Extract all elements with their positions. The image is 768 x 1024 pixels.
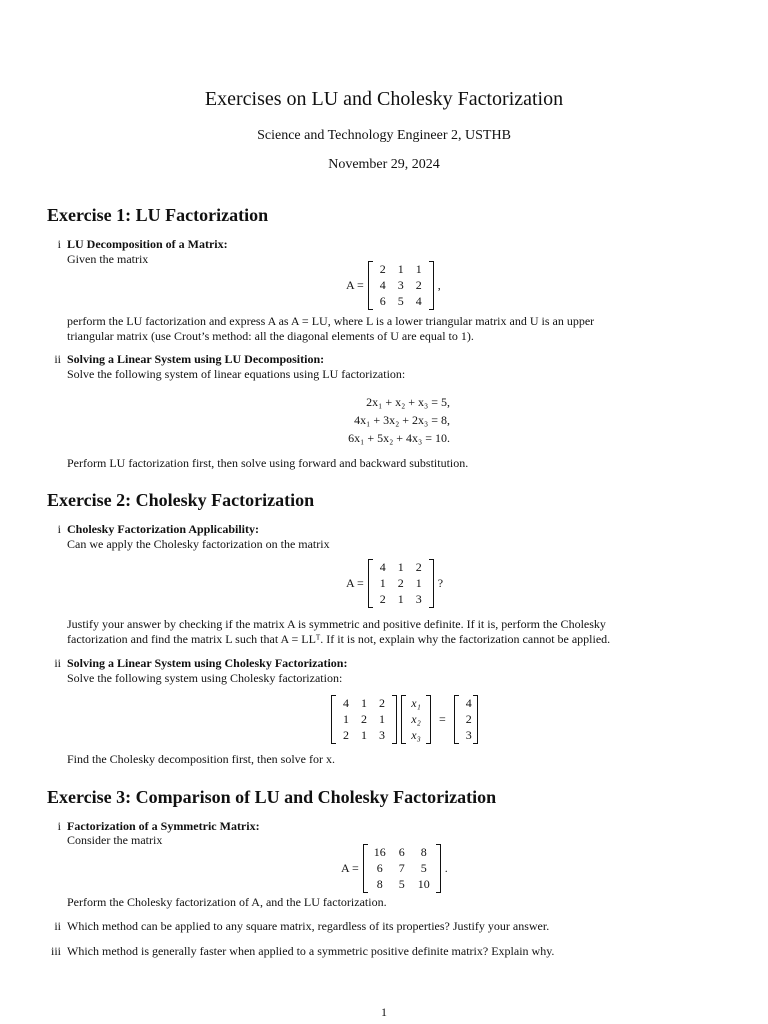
matrix-cell: 1: [361, 728, 367, 742]
matrix-cell: 1: [397, 592, 404, 606]
matrix-cell: 3: [397, 278, 404, 292]
ex1-i-title: LU Decomposition of a Matrix:: [67, 237, 228, 251]
equation-3: 6x₁ + 5x₂ + 4x₃ = 10.: [348, 431, 450, 445]
item-numeral: ii: [54, 656, 61, 670]
ex1-ii-outro: Perform LU factorization first, then solve using forward and backward substitution.: [67, 456, 469, 470]
ex3-matrix-block: [341, 845, 448, 892]
document-title: Exercises on LU and Cholesky Factorization: [204, 88, 564, 110]
matrix-A: [368, 560, 434, 607]
page-number: 1: [381, 1005, 387, 1019]
matrix-cell: 6: [379, 294, 386, 308]
matrix-label: A =: [341, 861, 359, 875]
matrix-cell: 2: [397, 576, 404, 590]
exercise-2-heading: Exercise 2: Cholesky Factorization: [47, 490, 315, 510]
rhs-vector: [454, 696, 478, 743]
ex1-i-intro: Given the matrix: [67, 252, 149, 266]
matrix-cell: 5: [420, 861, 427, 875]
ex3-i-title: Factorization of a Symmetric Matrix:: [67, 819, 260, 833]
item-numeral: iii: [50, 944, 61, 958]
matrix-cell: 1: [379, 576, 386, 590]
document-subtitle: Science and Technology Engineer 2, USTHB: [257, 128, 511, 143]
matrix-cell: 16: [373, 845, 386, 859]
ex2-i-title: Cholesky Factorization Applicability:: [67, 522, 259, 536]
matrix-cell: 1: [397, 560, 404, 574]
equation-2: 4x₁ + 3x₂ + 2x₃ = 8,: [354, 413, 450, 427]
matrix-cell: 1: [415, 262, 422, 276]
matrix-cell: 1: [379, 712, 385, 726]
ex2-ii-title: Solving a Linear System using Cholesky Factorization:: [67, 656, 348, 670]
matrix-A: [363, 845, 441, 892]
equals-sign: =: [439, 712, 446, 726]
item-numeral: i: [57, 819, 61, 833]
ex2-ii-outro: Find the Cholesky decomposition first, then solve for x.: [67, 752, 335, 766]
matrix-label: A =: [346, 278, 364, 292]
vector-cell: 3: [465, 728, 472, 742]
ex3-ii-text: Which method can be applied to any square matrix, regardless of its properties? Justify your answer.: [67, 919, 550, 933]
matrix-cell: 6: [398, 845, 405, 859]
matrix-cell: 8: [420, 845, 427, 859]
matrix-cell: 1: [343, 712, 349, 726]
matrix-cell: 3: [379, 728, 385, 742]
equation-1: 2x₁ + x₂ + x₃ = 5,: [366, 395, 450, 409]
ex2-matrix-block: [346, 560, 443, 607]
matrix-cell: 7: [398, 861, 405, 875]
exercise-1-heading: Exercise 1: LU Factorization: [47, 205, 269, 225]
matrix-A: [368, 262, 434, 309]
ex1-ii-title: Solving a Linear System using LU Decomposition:: [67, 352, 325, 366]
ex3-i-outro: Perform the Cholesky factorization of A, and the LU factorization.: [67, 895, 387, 909]
matrix-cell: 1: [361, 696, 367, 710]
matrix-label: A =: [346, 576, 364, 590]
matrix-cell: 4: [379, 278, 386, 292]
coefficient-matrix: [331, 696, 397, 743]
ex2-ii-intro: Solve the following system using Cholesky factorization:: [67, 671, 343, 685]
item-numeral: i: [57, 522, 61, 536]
ex3-i-intro: Consider the matrix: [67, 833, 163, 847]
matrix-cell: 2: [415, 560, 422, 574]
matrix-punctuation: ,: [437, 278, 441, 292]
ex1-ii-intro: Solve the following system of linear equations using LU factorization:: [67, 367, 406, 381]
document-date: November 29, 2024: [328, 157, 440, 172]
item-numeral: ii: [54, 352, 61, 366]
matrix-cell: 5: [397, 294, 404, 308]
vector-cell: 4: [465, 696, 472, 710]
matrix-cell: 5: [398, 877, 405, 891]
matrix-cell: 1: [415, 576, 422, 590]
matrix-cell: 4: [415, 294, 422, 308]
matrix-cell: 4: [343, 696, 349, 710]
matrix-cell: 3: [415, 592, 422, 606]
matrix-cell: 2: [415, 278, 422, 292]
unknown-vector: [401, 696, 431, 743]
matrix-punctuation: ?: [437, 576, 444, 590]
matrix-cell: 6: [376, 861, 383, 875]
matrix-cell: 2: [379, 696, 385, 710]
matrix-cell: 2: [379, 592, 386, 606]
matrix-cell: 2: [379, 262, 386, 276]
ex2-system-block: [331, 696, 478, 743]
vector-cell: x₂: [411, 712, 421, 726]
item-numeral: i: [57, 237, 61, 251]
vector-cell: x₁: [411, 696, 421, 710]
ex2-i-text-line1: Justify your answer by checking if the matrix A is symmetric and positive definite. If it is, perform the Cholesky: [67, 617, 606, 631]
matrix-cell: 10: [417, 877, 430, 891]
ex3-iii-text: Which method is generally faster when applied to a symmetric positive definite matrix? Explain why.: [67, 944, 555, 958]
matrix-punctuation: .: [444, 861, 448, 875]
matrix-cell: 1: [397, 262, 404, 276]
ex2-i-text-line2: factorization and find the matrix L such that A = LLᵀ. If it is not, explain why the factorization cannot be applied.: [67, 632, 611, 646]
ex1-matrix-block: [346, 262, 441, 309]
ex1-i-text-line2: triangular matrix (use Crout’s method: all the diagonal elements of U are equal to 1).: [67, 329, 474, 343]
vector-cell: 2: [465, 712, 472, 726]
linear-system: [300, 393, 450, 447]
matrix-cell: 4: [379, 560, 386, 574]
ex1-i-text-line1: perform the LU factorization and express A as A = LU, where L is a lower triangular matrix and U is an upper: [67, 314, 595, 328]
matrix-cell: 2: [343, 728, 349, 742]
ex2-i-intro: Can we apply the Cholesky factorization on the matrix: [67, 537, 330, 551]
exercise-3-heading: Exercise 3: Comparison of LU and Cholesky Factorization: [47, 787, 497, 807]
matrix-cell: 2: [361, 712, 367, 726]
matrix-cell: 8: [376, 877, 383, 891]
item-numeral: ii: [54, 919, 61, 933]
vector-cell: x₃: [411, 728, 421, 742]
